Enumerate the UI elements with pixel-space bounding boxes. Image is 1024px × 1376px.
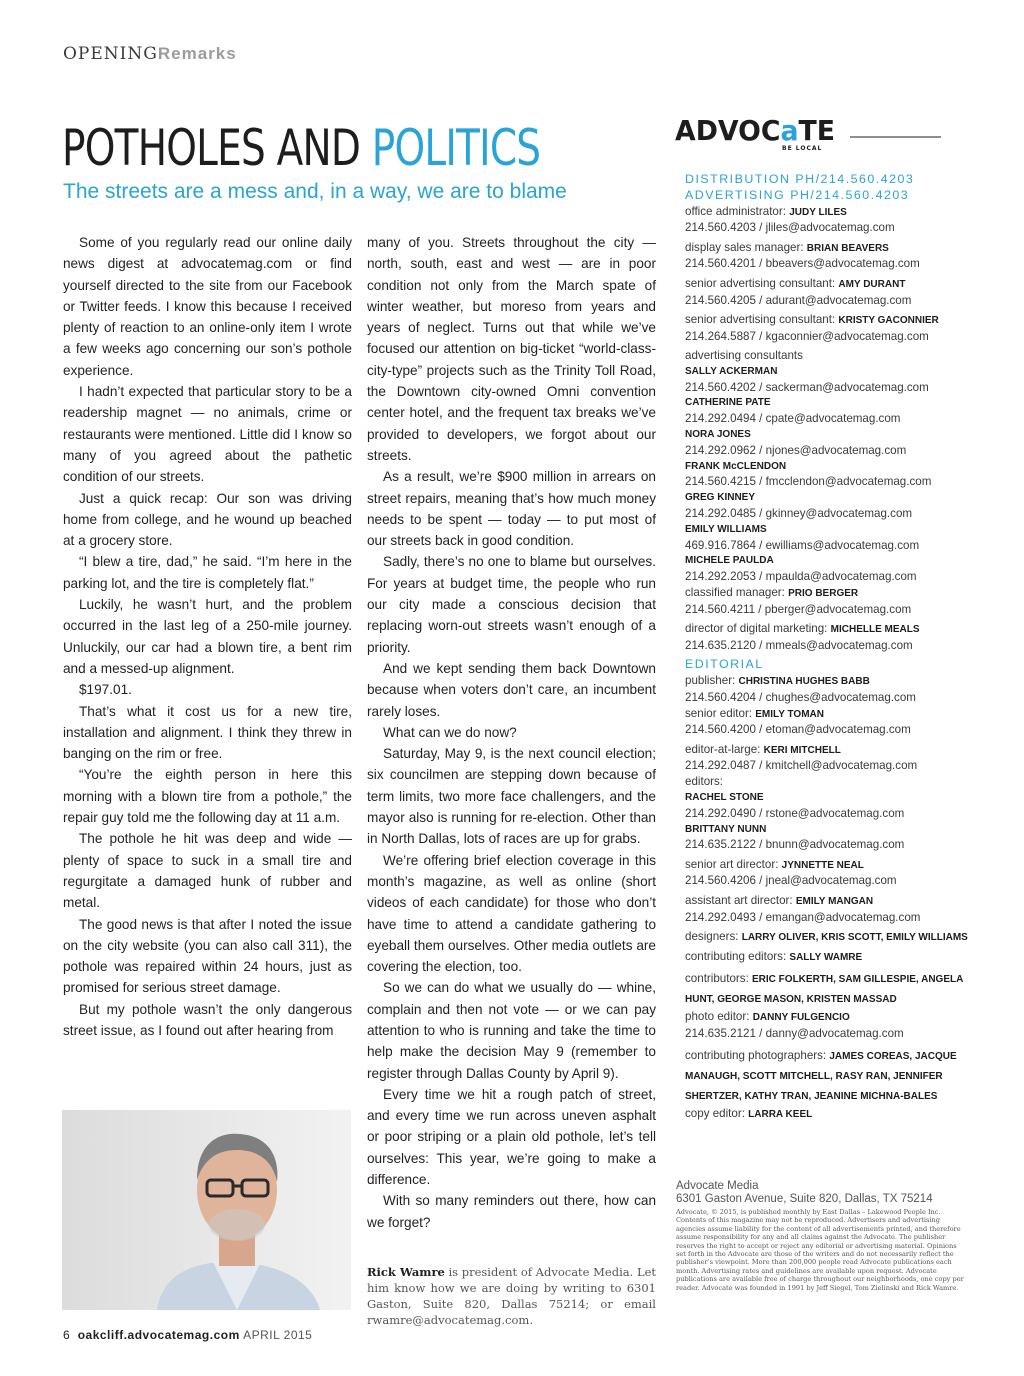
staff-contact: 214.560.4203 / jliles@advocatemag.com (685, 221, 895, 235)
logo-text-b: a (780, 114, 800, 147)
staff-name: SALLY ACKERMAN (685, 365, 778, 377)
staff-entry: designers: LARRY OLIVER, KRIS SCOTT, EMILY WILLIAMS (685, 929, 968, 943)
publisher-address: 6301 Gaston Avenue, Suite 820, Dallas, TX 75214 (676, 1193, 933, 1205)
staff-contact: 214.560.4201 / bbeavers@advocatemag.com (685, 257, 920, 271)
portrait-icon (62, 1110, 351, 1310)
staff-name: FRANK McCLENDON (685, 460, 787, 472)
masthead (685, 172, 975, 1122)
staff-contact: 214.292.0962 / njones@advocatemag.com (685, 443, 907, 457)
staff-contact: 214.292.0485 / gkinney@advocatemag.com (685, 506, 913, 520)
subhead: The streets are a mess and, in a way, we are to blame (63, 180, 567, 203)
paragraph: Just a quick recap: Our son was driving home from college, and he wound up beached at a grocery store. (63, 490, 352, 549)
paragraph: With so many reminders out there, how can we forget? (367, 1193, 656, 1230)
author-portrait-photo (62, 1110, 351, 1310)
staff-contact: 214.560.4211 / pberger@advocatemag.com (685, 602, 912, 616)
paragraph: Saturday, May 9, is the next council election; six councilmen are stepping down because of term limits, two more face challengers, and the mayor also is running for re-election. Other than in North Dallas, lots of races are up for grabs. (367, 746, 656, 847)
paragraph: many of you. Streets throughout the city — north, south, east and west — are in poor condition not only from the March spate of winter weather, but moreso from years and years of neglect. Turns out that while we’ve focused our attention on big-ticket “world-class-city-type” projects such as the Trinity Toll Road, the Downtown city-owned Omni convention center hotel, and the frequent tax breaks we’ve provided to developers, we forgot about our streets. (367, 235, 656, 463)
paragraph: And we kept sending them back Downtown because when voters don’t care, an incumbent rarely loses. (367, 660, 656, 719)
headline (62, 118, 540, 178)
paragraph: Some of you regularly read our online daily news digest at advocatemag.com or find yourself directed to the site from our Facebook or Twitter feeds. I know this because I received plenty of reaction to an online-only item I wrote a few weeks ago concerning our son’s pothole experience. (63, 235, 352, 378)
paragraph: Luckily, he wasn’t hurt, and the problem occurred in the last leg of a 250-mile journey. Unluckily, our car had a blown tire, a bent rim and a messed-up alignment. (63, 597, 352, 676)
section-label-sub: Remarks (157, 44, 237, 63)
staff-name: NORA JONES (685, 428, 751, 440)
staff-role: advertising consultants (685, 348, 803, 362)
staff-entry: senior art director: JYNNETTE NEAL (685, 857, 864, 871)
staff-entry: contributors: ERIC FOLKERTH, SAM GILLESPIE, ANGELA HUNT, GEORGE MASON, KRISTEN MASSAD (685, 972, 963, 1006)
staff-contact: 214.560.4202 / sackerman@advocatemag.com (685, 380, 929, 394)
author-bio-text: is president of Advocate Media. Let him know how we are doing by writing to 6301 Gaston, Suite 820, Dallas 75214; or email rwamre@advocatemag.com. (367, 1265, 657, 1327)
staff-contact: 214.560.4204 / chughes@advocatemag.com (685, 690, 916, 704)
author-name: Rick Wamre (367, 1265, 445, 1279)
staff-contact: 214.264.5887 / kgaconnier@advocatemag.com (685, 329, 929, 343)
staff-entry: publisher: CHRISTINA HUGHES BABB (685, 673, 870, 687)
publisher-name: Advocate Media (676, 1180, 759, 1192)
paragraph: That’s what it cost us for a new tire, installation and alignment. I think they threw in banging on the rim or free. (63, 703, 352, 762)
staff-entry: senior editor: EMILY TOMAN (685, 706, 824, 720)
paragraph: The pothole he hit was deep and wide — plenty of space to suck in a small tire and regurgitate a damaged hunk of rubber and metal. (63, 831, 352, 911)
staff-entry: assistant art director: EMILY MANGAN (685, 893, 874, 907)
staff-contact: 214.635.2120 / mmeals@advocatemag.com (685, 638, 913, 652)
publisher-credit (676, 1180, 966, 1206)
staff-contact: 214.292.0487 / kmitchell@advocatemag.com (685, 759, 918, 773)
distribution-phone: DISTRIBUTION PH/214.560.4203 (685, 172, 915, 186)
staff-name: MICHELE PAULDA (685, 555, 774, 567)
paragraph: So we can do what we usually do — whine, complain and then not vote — or we can pay attention to who is running and take the time to help make the decision May 9 (remember to register through Dallas County by April 9). (367, 980, 656, 1081)
staff-entry: photo editor: DANNY FULGENCIO (685, 1010, 850, 1024)
issue-date: APRIL 2015 (243, 1328, 313, 1342)
staff-entry: contributing editors: SALLY WAMRE (685, 950, 863, 964)
staff-name: GREG KINNEY (685, 492, 756, 504)
article-column-2 (367, 232, 656, 1233)
staff-entry: senior advertising consultant: AMY DURANT (685, 276, 906, 290)
page-number: 6 (63, 1328, 70, 1342)
staff-name: EMILY WILLIAMS (685, 523, 767, 535)
staff-name: CATHERINE PATE (685, 397, 771, 409)
staff-contact: 214.560.4215 / fmcclendon@advocatemag.com (685, 475, 932, 489)
paragraph: We’re offering brief election coverage in this month’s magazine, as well as online (short videos of each candidate) for those who don’t have time to attend a candidate gathering to eyeball them ourselves. Other media outlets are covering the election, too. (367, 852, 656, 975)
paragraph: As a result, we’re $900 million in arrears on street repairs, meaning that’s how much money needs to be spent — today — to put most of our streets back in good condition. (367, 469, 656, 549)
staff-name: BRITTANY NUNN (685, 823, 767, 835)
site-url: oakcliff.advocatemag.com (77, 1328, 240, 1342)
paragraph: “You’re the eighth person in here this morning with a blown tire from a pothole,” the repair guy told me the following day at 11 a.m. (63, 767, 352, 826)
paragraph: Sadly, there’s no one to blame but ourselves. For years at budget time, the people who run our city made a conscious decision that replacing worn-out streets wasn’t enough of a priority. (367, 554, 656, 655)
advertising-phone: ADVERTISING PH/214.560.4203 (685, 187, 910, 202)
paragraph: Every time we hit a rough patch of street, and every time we run across uneven asphalt or poor striping or a plain old pothole, let’s tell ourselves: This year, we’re going to make a difference. (367, 1086, 656, 1188)
page-footer (63, 1328, 312, 1342)
staff-entry: contributing photographers: JAMES COREAS, JACQUE MANAUGH, SCOTT MITCHELL, RASY RAN, JENNIFER SHERTZER, KATHY TRAN, JEANINE MICHNA-BALES (685, 1048, 957, 1102)
section-label-main: OPENING (63, 44, 158, 64)
article-column-1 (63, 232, 352, 1041)
staff-contact: 214.292.2053 / mpaulda@advocatemag.com (685, 570, 917, 584)
staff-entry: office administrator: JUDY LILES (685, 204, 847, 218)
author-bio (367, 1264, 656, 1328)
staff-entry: classified manager: PRIO BERGER (685, 585, 859, 599)
paragraph: The good news is that after I noted the issue on the city website (you can also call 311), the pothole was repaired within 24 hours, just as promised for serious street damage. (63, 916, 352, 996)
paragraph: “I blew a tire, dad,” he said. “I’m here in the parking lot, and the tire is completely flat.” (63, 554, 352, 591)
staff-contact: 214.292.0493 / emangan@advocatemag.com (685, 910, 921, 924)
logo-text-a: ADVOC (675, 114, 786, 147)
logo-text-c: TE (798, 114, 837, 147)
staff-contact: 214.292.0490 / rstone@advocatemag.com (685, 806, 905, 820)
staff-entry: director of digital marketing: MICHELLE MEALS (685, 622, 920, 636)
staff-role: editors: (685, 775, 724, 789)
svg-text:ADVOCaTE (675, 114, 835, 147)
staff-contact: 214.635.2121 / danny@advocatemag.com (685, 1027, 904, 1041)
paragraph: I hadn’t expected that particular story to be a readership magnet — no animals, crime or restaurants were mentioned. Little did I know so many of you agreed about the pathetic condition of our streets. (63, 384, 352, 485)
fine-print: Advocate, © 2015, is published monthly by East Dallas – Lakewood People Inc. Contents of this magazine may not be reproduced. Advertisers and advertising agencies assume liability for the content of all advertisements printed, and therefore assume responsibility for any and all claims against the Advocate. The publisher reserves the right to accept or reject any editorial or advertising material. Opinions set forth in the Advocate are those of the writers and do not necessarily reflect the publisher’s viewpoint. More than 200,000 people read Advocate publications each month. Advertising rates and guidelines are available upon request. Advocate publications are available free of charge throughout our neighborhoods, one copy per reader. Advocate was founded in 1991 by Jeff Siegel, Tom Zielinski and Rick Wamre. (676, 1208, 964, 1292)
staff-entry: editor-at-large: KERI MITCHELL (685, 742, 841, 756)
staff-entry: senior advertising consultant: KRISTY GACONNIER (685, 312, 939, 326)
staff-contact: 214.292.0494 / cpate@advocatemag.com (685, 412, 901, 426)
headline-part2: POLITICS (371, 119, 541, 177)
paragraph: What can we do now? (383, 724, 517, 740)
advocate-logo-icon (675, 112, 945, 156)
staff-contact: 214.560.4206 / jneal@advocatemag.com (685, 874, 897, 888)
staff-contact: 214.560.4205 / adurant@advocatemag.com (685, 293, 912, 307)
paragraph: $197.01. (79, 682, 132, 698)
section-label (63, 44, 237, 64)
staff-entry: display sales manager: BRIAN BEAVERS (685, 240, 889, 254)
paragraph: But my pothole wasn’t the only dangerous street issue, as I found out after hearing from (63, 1001, 352, 1038)
staff-contact: 214.635.2122 / bnunn@advocatemag.com (685, 838, 905, 852)
staff-entry: copy editor: LARRA KEEL (685, 1106, 813, 1120)
logo-tagline: BE LOCAL (782, 145, 823, 152)
advocate-logo (675, 112, 945, 156)
editorial-heading: EDITORIAL (685, 657, 764, 672)
staff-contact: 214.560.4200 / etoman@advocatemag.com (685, 723, 911, 737)
headline-part1: POTHOLES AND (62, 119, 372, 177)
staff-name: RACHEL STONE (685, 791, 764, 803)
staff-contact: 469.916.7864 / ewilliams@advocatemag.com (685, 538, 920, 552)
